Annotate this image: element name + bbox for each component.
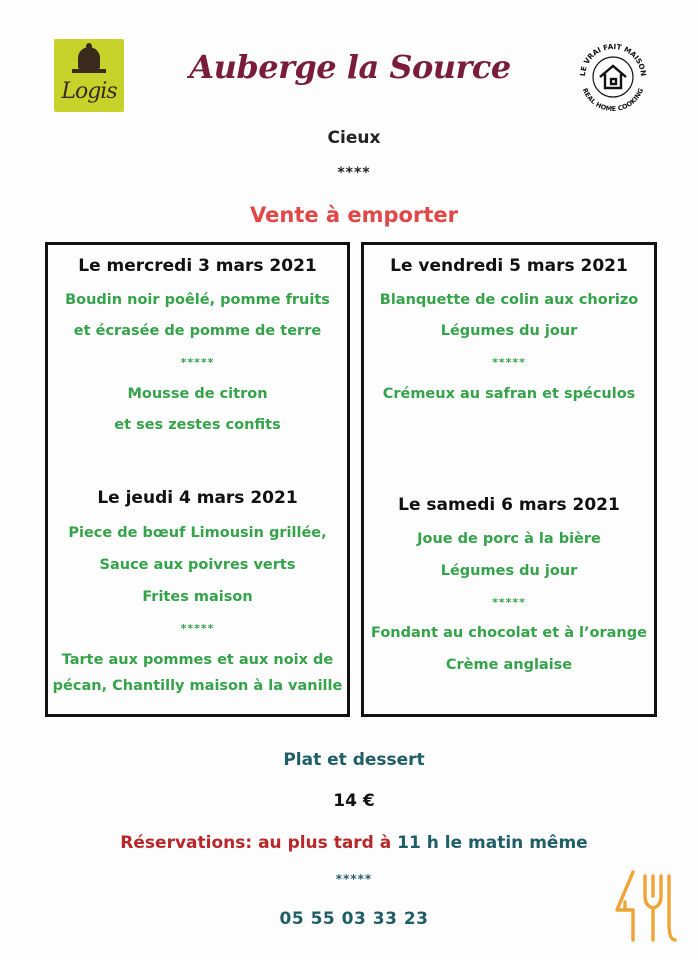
- svg-text:REAL HOME COOKING: [581, 87, 645, 113]
- day-heading-samedi: Le samedi 6 mars 2021: [398, 495, 620, 515]
- separator-stars: *****: [180, 356, 215, 369]
- separator-stars: *****: [492, 356, 526, 369]
- separator-stars: *****: [492, 596, 526, 609]
- dish-line: Tarte aux pommes et aux noix de: [61, 652, 334, 668]
- house-icon: [600, 66, 626, 88]
- dish-line: Crémeux au safran et spéculos: [382, 386, 636, 402]
- menu-box-left: [45, 242, 350, 717]
- logis-label: Logis: [61, 79, 117, 104]
- reservation-note: [0, 833, 698, 853]
- separator-stars: *****: [180, 622, 215, 635]
- rating-stars: ****: [337, 165, 371, 181]
- day-heading-jeudi: Le jeudi 4 mars 2021: [97, 488, 298, 508]
- reservation-label: Réservations: au plus tard à: [120, 833, 392, 853]
- offer-label: Plat et dessert: [283, 750, 425, 770]
- dish-line: Boudin noir poêlé, pomme fruits: [65, 292, 330, 308]
- dish-line: Sauce aux poivres verts: [99, 557, 296, 573]
- dish-line: pécan, Chantilly maison à la vanille: [52, 678, 343, 694]
- dish-line: Joue de porc à la bière: [417, 531, 601, 547]
- fait-maison-badge: [573, 37, 653, 117]
- dish-line: et écrasée de pomme de terre: [73, 323, 322, 339]
- dish-line: Piece de bœuf Limousin grillée,: [68, 525, 327, 541]
- fait-maison-bottom-text: REAL HOME COOKING: [580, 87, 646, 114]
- phone-number: 05 55 03 33 23: [279, 909, 429, 929]
- page-title: Auberge la Source: [189, 48, 511, 86]
- dish-line: Frites maison: [142, 589, 253, 605]
- menu-box-right: [361, 242, 657, 717]
- day-heading-mercredi: Le mercredi 3 mars 2021: [78, 256, 317, 276]
- city: Cieux: [327, 128, 381, 148]
- takeaway-heading: Vente à emporter: [250, 203, 458, 227]
- dish-line: Crème anglaise: [445, 657, 573, 673]
- cutlery-icon: [611, 866, 681, 946]
- separator-stars: *****: [335, 872, 373, 886]
- fait-maison-top-text: LE VRAI FAIT MAISON: [577, 41, 649, 77]
- logis-logo: [54, 39, 124, 112]
- dish-line: Mousse de citron: [127, 386, 268, 402]
- reservation-deadline: 11 h le matin même: [397, 833, 588, 853]
- day-heading-vendredi: Le vendredi 5 mars 2021: [390, 256, 628, 276]
- dish-line: et ses zestes confits: [114, 417, 281, 433]
- svg-text:LE VRAI FAIT MAISON: [578, 42, 648, 77]
- dish-line: Légumes du jour: [440, 563, 578, 579]
- dish-line: Fondant au chocolat et à l’orange: [371, 625, 647, 641]
- dish-line: Légumes du jour: [440, 323, 578, 339]
- dish-line: Blanquette de colin aux chorizo: [379, 292, 639, 308]
- price: 14 €: [333, 791, 375, 811]
